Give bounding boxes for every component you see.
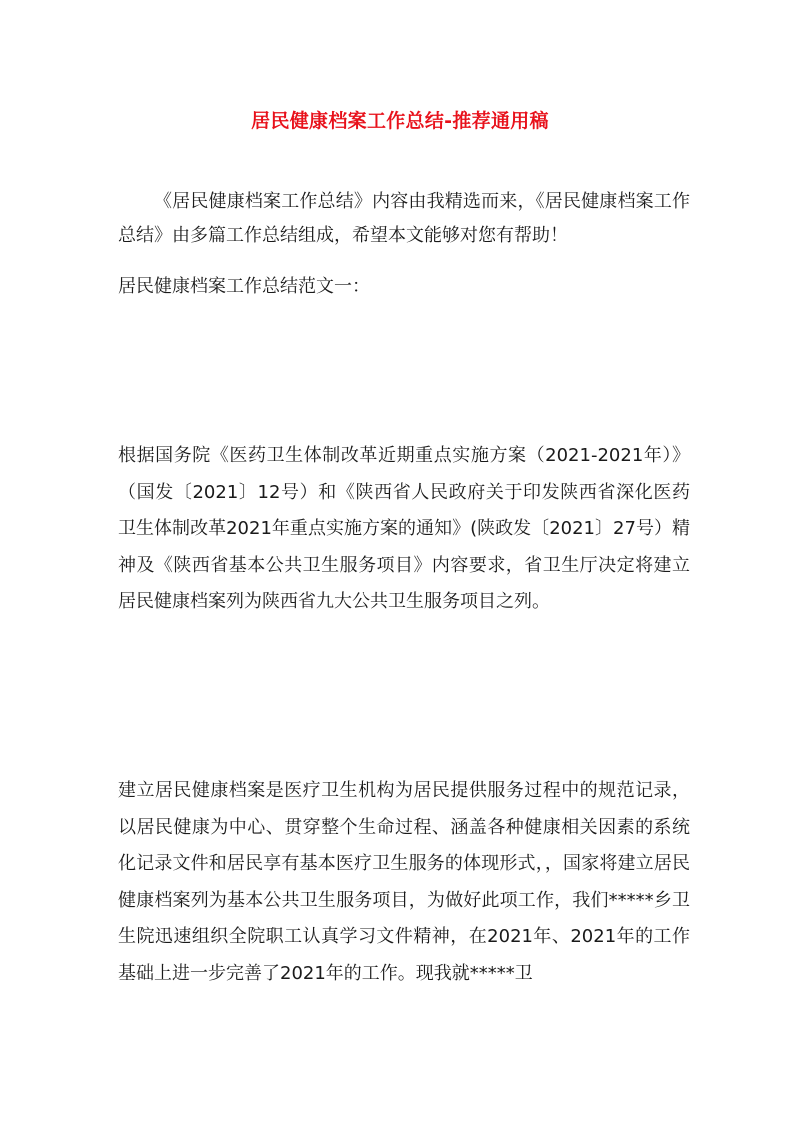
body-paragraph-1: 根据国务院《医药卫生体制改革近期重点实施方案（2021-2021年）》（国发〔2021〕12号）和《陕西省人民政府关于印发陕西省深化医药卫生体制改革2021年重点实施方案的通知》(陕政发〔2021〕27号）精神及《陕西省基本公共卫生服务项目》内容要求，省卫生厅决定将建立居民健康档案列为陕西省九大公共卫生服务项目之列。 [118,445,690,612]
intro-paragraph: 《居民健康档案工作总结》内容由我精选而来，《居民健康档案工作总结》由多篇工作总结组成，希望本文能够对您有帮助！ [118,191,690,246]
section-heading: 居民健康档案工作总结范文一： [118,276,370,297]
body-paragraph-2: 建立居民健康档案是医疗卫生机构为居民提供服务过程中的规范记录，以居民健康为中心、贯穿整个生命过程、涵盖各种健康相关因素的系统化记录文件和居民享有基本医疗卫生服务的体现形式，，国家将建立居民健康档案列为基本公共卫生服务项目，为做好此项工作，我们*****乡卫生院迅速组织全院职工认真学习文件精神，在2021年、2021年的工作基础上进一步完善了2021年的工作。现我就*****卫 [118,780,690,984]
document-title: 居民健康档案工作总结-推荐通用稿 [251,110,549,132]
